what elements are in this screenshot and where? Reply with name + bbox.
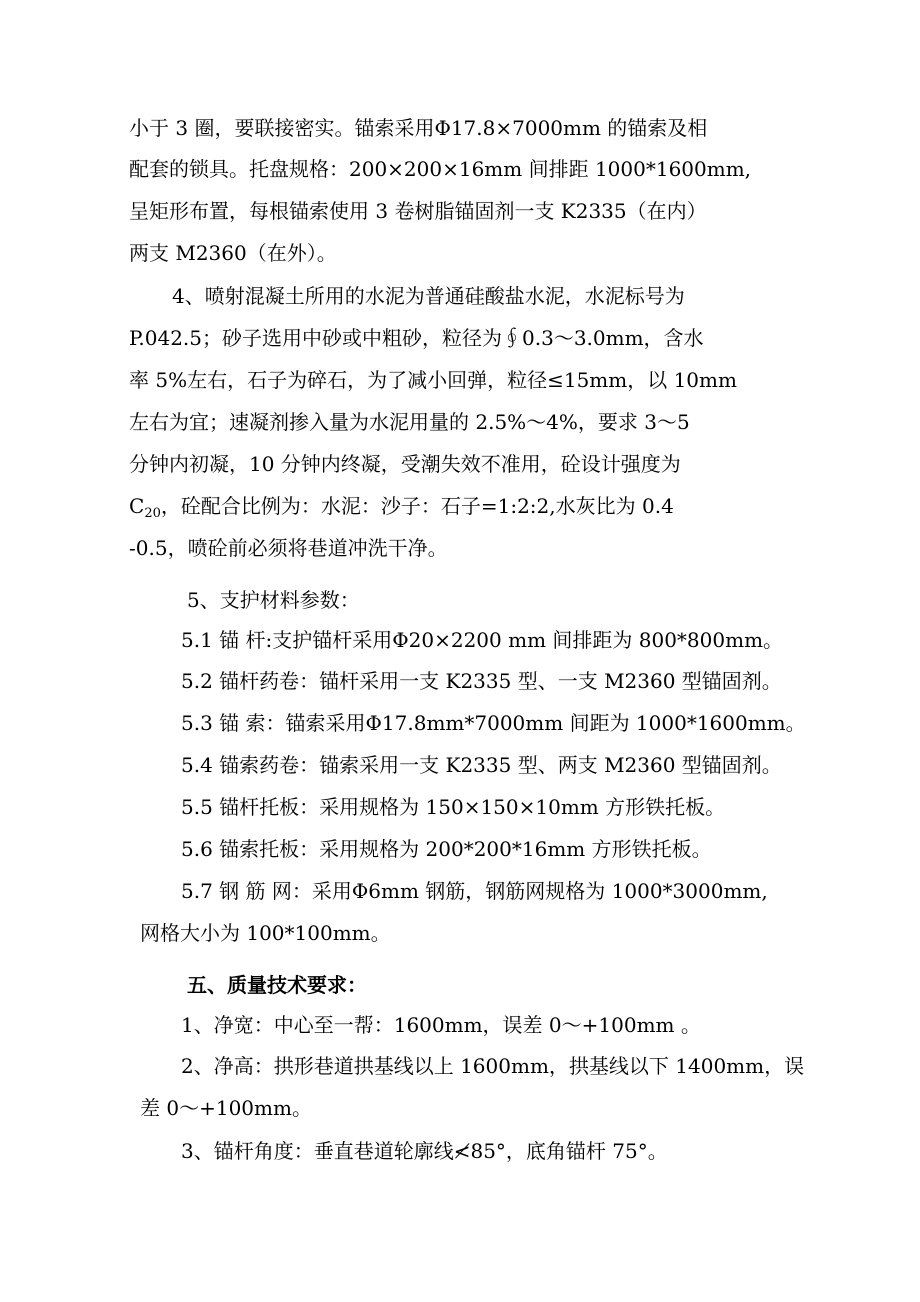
quality-line-4: 3、锚杆角度：垂直巷道轮廓线≮85°，底角锚杆 75°。 [181,1139,668,1163]
section5-item-3: 5.3 锚 索：锚索采用Φ17.8mm*7000mm 间距为 1000*1600mm。 [181,711,806,735]
c20-subscript: 20 [144,506,161,521]
shotcrete-paragraph-line-1: 4、喷射混凝土所用的水泥为普通硅酸盐水泥，水泥标号为 [172,284,685,308]
c20-base: C [129,494,145,518]
section5-item-6: 5.6 锚索托板：采用规格为 200*200*16mm 方形铁托板。 [181,837,712,861]
quality-line-3: 差 0～+100mm。 [140,1096,312,1120]
quality-heading: 五、质量技术要求： [187,973,367,997]
section5-title: 5、支护材料参数： [187,588,360,612]
anchor-paragraph-line-4: 两支 M2360（在外）。 [129,241,337,265]
shotcrete-paragraph-line-6 [129,492,674,520]
quality-line-2: 2、净高：拱形巷道拱基线以上 1600mm，拱基线以下 1400mm，误 [181,1054,805,1078]
section5-item-7-continued: 网格大小为 100*100mm。 [140,921,391,945]
section5-item-1: 5.1 锚 杆:支护锚杆采用Φ20×2200 mm 间排距为 800*800mm。 [181,628,784,652]
section5-item-7: 5.7 钢 筋 网：采用Φ6mm 钢筋，钢筋网规格为 1000*3000mm, [181,879,768,903]
shotcrete-paragraph-line-2: P.042.5；砂子选用中砂或中粗砂，粒径为∮0.3～3.0mm，含水 [129,326,704,350]
c20-rest: ，砼配合比例为：水泥：沙子：石子=1:2:2,水灰比为 0.4 [160,494,674,518]
section5-item-5: 5.5 锚杆托板：采用规格为 150×150×10mm 方形铁托板。 [181,795,726,819]
shotcrete-paragraph-line-7: -0.5，喷砼前必须将巷道冲洗干净。 [129,536,448,560]
quality-line-1: 1、净宽：中心至一帮：1600mm，误差 0～+100mm 。 [181,1013,701,1037]
section5-item-4: 5.4 锚索药卷：锚索采用一支 K2335 型、两支 M2360 型锚固剂。 [181,753,782,777]
shotcrete-paragraph-line-4: 左右为宜；速凝剂掺入量为水泥用量的 2.5%～4%，要求 3～5 [129,410,690,434]
section5-item-2: 5.2 锚杆药卷：锚杆采用一支 K2335 型、一支 M2360 型锚固剂。 [181,669,782,693]
anchor-paragraph-line-3: 呈矩形布置，每根锚索使用 3 卷树脂锚固剂一支 K2335（在内） [129,199,707,223]
shotcrete-paragraph-line-5: 分钟内初凝，10 分钟内终凝，受潮失效不准用，砼设计强度为 [129,452,681,476]
anchor-paragraph-line-1: 小于 3 圈，要联接密实。锚索采用Φ17.8×7000mm 的锚索及相 [129,116,708,140]
anchor-paragraph-line-2: 配套的锁具。托盘规格：200×200×16mm 间排距 1000*1600mm, [129,157,752,181]
shotcrete-paragraph-line-3: 率 5%左右，石子为碎石，为了减小回弹，粒径≤15mm，以 10mm [129,368,737,392]
